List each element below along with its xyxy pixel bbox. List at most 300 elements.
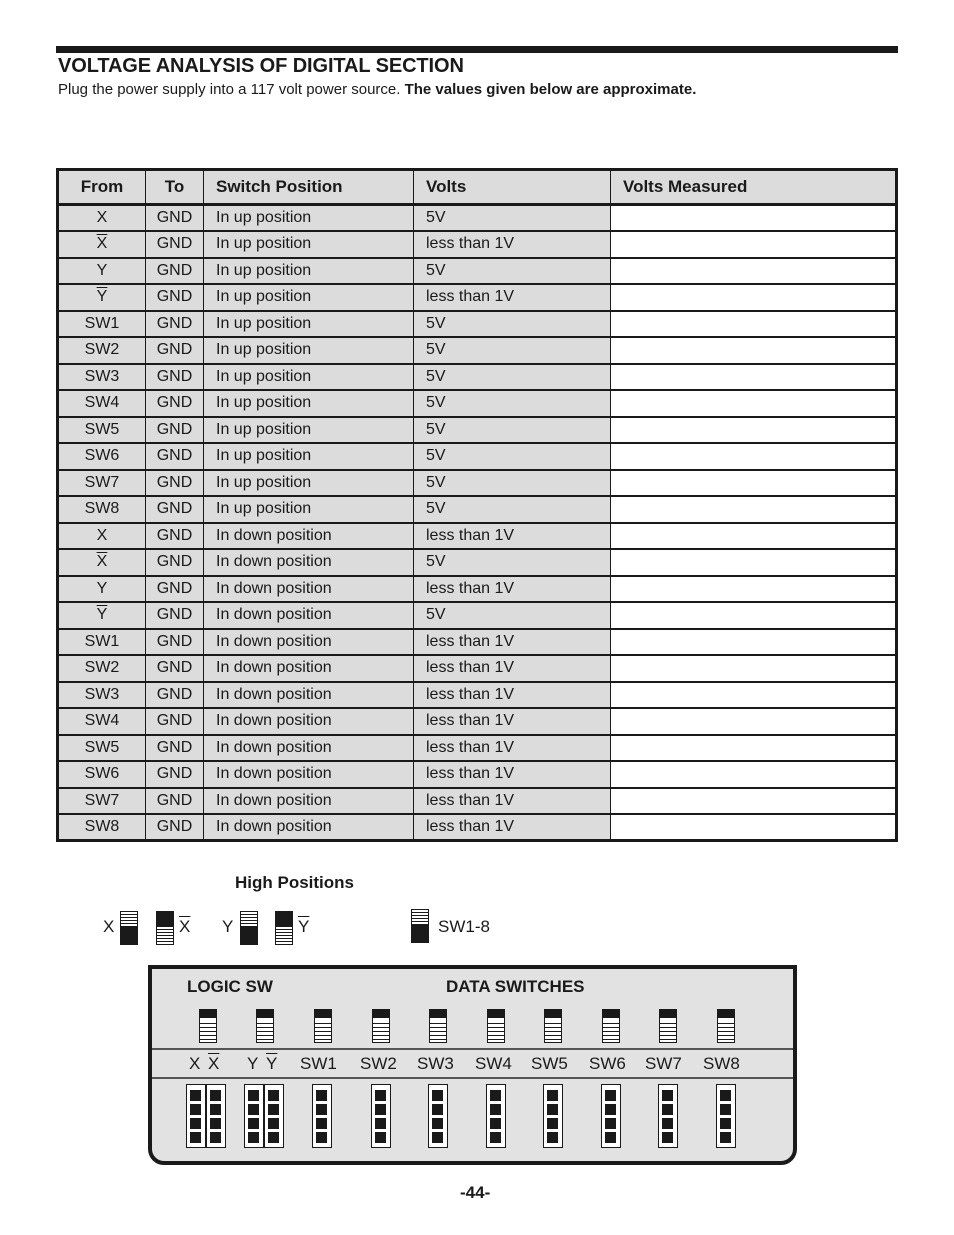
panel-switch-icon[interactable] (429, 1009, 447, 1043)
cell-to-text: GND (156, 712, 193, 730)
table-row (58, 523, 897, 550)
panel-switch-label: SW7 (645, 1054, 682, 1073)
cell-from-text: SW4 (84, 712, 120, 730)
cell-switch-position (204, 814, 414, 841)
legend-switch-x-icon (120, 911, 138, 945)
cell-switch-position-text: In down position (216, 765, 332, 783)
cell-switch-position-text: In down position (216, 818, 332, 835)
cell-volts-measured[interactable] (611, 284, 897, 311)
cell-to-text: GND (156, 420, 193, 438)
subtitle-text: Plug the power supply into a 117 volt power source. (58, 81, 401, 98)
cell-volts-measured[interactable] (611, 443, 897, 470)
cell-volts-measured[interactable] (611, 576, 897, 603)
legend-y-label: Y (222, 917, 234, 936)
panel-switch-icon[interactable] (256, 1009, 274, 1043)
cell-volts-measured[interactable] (611, 814, 897, 841)
table-row (58, 761, 897, 788)
panel-switch-label: $\overline{Y}$ (266, 1054, 278, 1073)
table-row (58, 364, 897, 391)
connector-block-icon (658, 1084, 678, 1148)
table-header-row (58, 170, 897, 205)
panel-switch-label: SW6 (589, 1054, 626, 1073)
cell-to-text: GND (156, 261, 193, 279)
table-row (58, 655, 897, 682)
cell-switch-position-text: In up position (216, 235, 312, 253)
cell-volts-text: less than 1V (426, 685, 515, 703)
cell-from-text: X (96, 526, 108, 544)
cell-switch-position-text: In down position (216, 685, 332, 703)
legend-y-bar-label: $\overline{Y}$ (298, 917, 310, 936)
table-row (58, 470, 897, 497)
cell-volts-text: less than 1V (426, 818, 515, 835)
cell-volts (414, 788, 611, 815)
cell-volts-text: less than 1V (426, 288, 515, 306)
cell-to-text: GND (156, 579, 193, 597)
cell-volts-measured[interactable] (611, 708, 897, 735)
cell-switch-position-text: In up position (216, 367, 312, 385)
legend-sw-label: SW1-8 (438, 917, 490, 936)
cell-from (58, 549, 146, 576)
data-switches-label: DATA SWITCHES (446, 977, 585, 996)
cell-from (58, 470, 146, 497)
cell-switch-position (204, 735, 414, 762)
table-row (58, 443, 897, 470)
cell-volts (414, 311, 611, 338)
cell-from (58, 417, 146, 444)
cell-volts (414, 496, 611, 523)
panel-switch-icon[interactable] (372, 1009, 390, 1043)
switch-panel (148, 965, 797, 1165)
cell-from (58, 788, 146, 815)
table-row (58, 337, 897, 364)
table-row (58, 708, 897, 735)
cell-switch-position (204, 602, 414, 629)
cell-switch-position (204, 417, 414, 444)
cell-to (146, 708, 204, 735)
logic-sw-label: LOGIC SW (187, 977, 273, 996)
cell-switch-position (204, 470, 414, 497)
cell-from-text: $\overline{X}$ (96, 553, 108, 571)
cell-volts-measured[interactable] (611, 629, 897, 656)
table-row (58, 311, 897, 338)
table-row (58, 576, 897, 603)
cell-to (146, 655, 204, 682)
cell-switch-position-text: In down position (216, 712, 332, 730)
cell-volts (414, 364, 611, 391)
cell-volts-measured[interactable] (611, 682, 897, 709)
table-row (58, 205, 897, 232)
panel-switch-label: SW3 (417, 1054, 454, 1073)
cell-from-text: SW6 (84, 447, 120, 465)
cell-volts-text: less than 1V (426, 526, 515, 544)
cell-to (146, 231, 204, 258)
panel-switch-icon[interactable] (602, 1009, 620, 1043)
cell-volts-text: less than 1V (426, 235, 515, 253)
cell-from-text: SW7 (84, 791, 120, 809)
cell-switch-position (204, 549, 414, 576)
table-row (58, 629, 897, 656)
cell-volts (414, 523, 611, 550)
cell-to (146, 682, 204, 709)
cell-switch-position-text: In up position (216, 314, 312, 332)
connector-block-icon (486, 1084, 506, 1148)
cell-volts-text: less than 1V (426, 791, 515, 809)
cell-from-text: SW3 (84, 367, 120, 385)
cell-to (146, 258, 204, 285)
cell-switch-position (204, 205, 414, 232)
cell-volts-text: 5V (426, 606, 446, 624)
table-row (58, 682, 897, 709)
cell-volts (414, 231, 611, 258)
connector-block-icon (371, 1084, 391, 1148)
cell-to (146, 390, 204, 417)
cell-from (58, 682, 146, 709)
cell-from (58, 231, 146, 258)
cell-from (58, 629, 146, 656)
cell-to (146, 496, 204, 523)
cell-volts-measured[interactable] (611, 496, 897, 523)
cell-switch-position-text: In down position (216, 738, 332, 756)
cell-from (58, 761, 146, 788)
cell-to (146, 284, 204, 311)
panel-switch-label: X (189, 1054, 201, 1073)
cell-from-text: $\overline{Y}$ (96, 606, 108, 624)
cell-from (58, 523, 146, 550)
cell-to-text: GND (156, 235, 193, 253)
cell-from-text: SW2 (84, 341, 120, 359)
legend-switch-sw-icon (411, 909, 429, 943)
cell-switch-position-text: In down position (216, 606, 332, 624)
panel-divider-top (152, 1048, 793, 1050)
cell-volts-measured[interactable] (611, 523, 897, 550)
subtitle-bold-text: The values given below are approximate. (404, 81, 697, 98)
cell-from-text: $\overline{X}$ (96, 235, 108, 253)
cell-from-text: SW8 (84, 500, 120, 518)
cell-switch-position-text: In down position (216, 526, 332, 544)
cell-volts-measured[interactable] (611, 205, 897, 232)
cell-from-text: Y (96, 579, 108, 597)
cell-volts-measured[interactable] (611, 417, 897, 444)
cell-switch-position (204, 284, 414, 311)
cell-to (146, 443, 204, 470)
cell-from (58, 390, 146, 417)
cell-volts (414, 761, 611, 788)
cell-volts (414, 443, 611, 470)
header-volts-measured: Volts Measured (611, 170, 897, 205)
cell-from (58, 443, 146, 470)
cell-from-text: SW4 (84, 394, 120, 412)
cell-switch-position (204, 682, 414, 709)
cell-volts-text: 5V (426, 420, 446, 438)
cell-switch-position (204, 390, 414, 417)
cell-switch-position-text: In up position (216, 473, 312, 491)
cell-from (58, 337, 146, 364)
cell-volts (414, 629, 611, 656)
page-subtitle (58, 81, 696, 98)
cell-volts (414, 337, 611, 364)
panel-divider-bottom (152, 1077, 793, 1079)
panel-switch-label: SW4 (475, 1054, 512, 1073)
cell-switch-position-text: In up position (216, 394, 312, 412)
cell-to-text: GND (156, 606, 193, 624)
cell-to (146, 735, 204, 762)
table-row (58, 788, 897, 815)
cell-to (146, 814, 204, 841)
cell-volts (414, 390, 611, 417)
cell-volts-measured[interactable] (611, 470, 897, 497)
cell-to-text: GND (156, 659, 193, 677)
high-positions-label: High Positions (235, 873, 354, 892)
cell-to-text: GND (156, 765, 193, 783)
connector-block-icon (601, 1084, 621, 1148)
table-row (58, 602, 897, 629)
table-row (58, 735, 897, 762)
cell-from-text: $\overline{Y}$ (96, 288, 108, 306)
connector-block-icon (312, 1084, 332, 1148)
panel-switch-icon[interactable] (544, 1009, 562, 1043)
cell-to (146, 205, 204, 232)
top-rule (56, 46, 898, 53)
cell-from (58, 655, 146, 682)
cell-switch-position (204, 576, 414, 603)
cell-switch-position (204, 311, 414, 338)
cell-switch-position-text: In up position (216, 261, 312, 279)
cell-to-text: GND (156, 314, 193, 332)
cell-switch-position-text: In down position (216, 659, 332, 677)
cell-switch-position (204, 496, 414, 523)
cell-to-text: GND (156, 500, 193, 518)
cell-volts-text: less than 1V (426, 712, 515, 730)
cell-volts-measured[interactable] (611, 602, 897, 629)
cell-volts-measured[interactable] (611, 735, 897, 762)
cell-switch-position (204, 708, 414, 735)
table-row (58, 258, 897, 285)
cell-volts (414, 258, 611, 285)
cell-from-text: SW1 (84, 632, 120, 650)
cell-switch-position-text: In up position (216, 420, 312, 438)
cell-from (58, 258, 146, 285)
cell-volts (414, 284, 611, 311)
connector-block-icon (186, 1084, 226, 1148)
cell-switch-position-text: In up position (216, 209, 312, 226)
cell-volts-measured[interactable] (611, 364, 897, 391)
cell-volts-text: 5V (426, 500, 446, 518)
cell-volts-measured[interactable] (611, 761, 897, 788)
connector-block-icon (543, 1084, 563, 1148)
cell-switch-position (204, 761, 414, 788)
cell-volts-text: 5V (426, 553, 446, 571)
cell-to (146, 337, 204, 364)
panel-switch-icon[interactable] (659, 1009, 677, 1043)
cell-from-text: SW5 (84, 738, 120, 756)
legend-x-label: X (103, 917, 115, 936)
cell-to-text: GND (156, 818, 193, 835)
cell-volts (414, 655, 611, 682)
cell-volts (414, 470, 611, 497)
cell-volts-text: less than 1V (426, 579, 515, 597)
panel-switch-label: SW5 (531, 1054, 568, 1073)
cell-from (58, 311, 146, 338)
cell-volts (414, 417, 611, 444)
cell-volts-text: 5V (426, 447, 446, 465)
legend-switch-y-icon (240, 911, 258, 945)
legend-switch-x-bar-icon (156, 911, 174, 945)
cell-from-text: SW2 (84, 659, 120, 677)
cell-to-text: GND (156, 526, 193, 544)
panel-switch-label: SW2 (360, 1054, 397, 1073)
cell-from-text: SW6 (84, 765, 120, 783)
cell-to-text: GND (156, 394, 193, 412)
cell-volts-measured[interactable] (611, 231, 897, 258)
cell-switch-position (204, 258, 414, 285)
legend-x-bar-label: $\overline{X}$ (179, 917, 191, 936)
cell-switch-position (204, 523, 414, 550)
cell-switch-position-text: In down position (216, 791, 332, 809)
cell-to-text: GND (156, 738, 193, 756)
cell-to (146, 576, 204, 603)
cell-to (146, 629, 204, 656)
cell-to-text: GND (156, 553, 193, 571)
cell-from-text: SW5 (84, 420, 120, 438)
cell-volts (414, 735, 611, 762)
cell-to (146, 364, 204, 391)
connector-block-icon (244, 1084, 284, 1148)
cell-to-text: GND (156, 447, 193, 465)
cell-to-text: GND (156, 791, 193, 809)
cell-volts-text: less than 1V (426, 632, 515, 650)
cell-to (146, 311, 204, 338)
cell-switch-position-text: In up position (216, 288, 312, 306)
cell-switch-position (204, 788, 414, 815)
cell-from (58, 814, 146, 841)
cell-switch-position (204, 337, 414, 364)
cell-switch-position-text: In down position (216, 632, 332, 650)
cell-switch-position-text: In up position (216, 447, 312, 465)
cell-volts-text: less than 1V (426, 659, 515, 677)
cell-to-text: GND (156, 341, 193, 359)
panel-switch-label: SW8 (703, 1054, 740, 1073)
table-row (58, 549, 897, 576)
cell-from-text: Y (96, 261, 108, 279)
cell-to-text: GND (156, 288, 193, 306)
panel-switch-label: Y (247, 1054, 259, 1073)
cell-volts-text: 5V (426, 367, 446, 385)
cell-switch-position-text: In down position (216, 579, 332, 597)
cell-switch-position (204, 655, 414, 682)
voltage-table (56, 168, 898, 842)
cell-volts (414, 205, 611, 232)
cell-switch-position-text: In down position (216, 553, 332, 571)
cell-from-text: SW3 (84, 685, 120, 703)
cell-from (58, 735, 146, 762)
cell-from-text: X (96, 209, 108, 226)
cell-volts (414, 708, 611, 735)
connector-block-icon (428, 1084, 448, 1148)
cell-volts-text: 5V (426, 314, 446, 332)
cell-from-text: SW8 (84, 818, 120, 835)
cell-volts-text: 5V (426, 473, 446, 491)
cell-volts-text: 5V (426, 209, 446, 226)
cell-to-text: GND (156, 367, 193, 385)
cell-to-text: GND (156, 473, 193, 491)
cell-volts (414, 602, 611, 629)
cell-volts (414, 549, 611, 576)
table-row (58, 814, 897, 841)
cell-to (146, 523, 204, 550)
table-row (58, 496, 897, 523)
cell-to (146, 602, 204, 629)
cell-from (58, 364, 146, 391)
panel-switch-icon[interactable] (717, 1009, 735, 1043)
cell-volts (414, 576, 611, 603)
cell-volts-measured[interactable] (611, 788, 897, 815)
cell-to-text: GND (156, 209, 193, 226)
cell-from-text: SW1 (84, 314, 120, 332)
panel-switch-icon[interactable] (487, 1009, 505, 1043)
table-row (58, 417, 897, 444)
cell-volts-text: less than 1V (426, 738, 515, 756)
header-volts: Volts (414, 170, 611, 205)
cell-volts (414, 814, 611, 841)
cell-volts-measured[interactable] (611, 655, 897, 682)
cell-from (58, 496, 146, 523)
header-from: From (58, 170, 146, 205)
cell-switch-position-text: In up position (216, 341, 312, 359)
cell-volts-text: 5V (426, 394, 446, 412)
table-row (58, 284, 897, 311)
cell-from (58, 708, 146, 735)
cell-to (146, 417, 204, 444)
cell-switch-position (204, 231, 414, 258)
cell-volts-text: 5V (426, 341, 446, 359)
header-switch-position: Switch Position (204, 170, 414, 205)
cell-to (146, 470, 204, 497)
panel-switch-label: $\overline{X}$ (208, 1054, 220, 1073)
cell-volts (414, 682, 611, 709)
cell-to-text: GND (156, 685, 193, 703)
cell-from (58, 284, 146, 311)
cell-to (146, 549, 204, 576)
cell-volts-measured[interactable] (611, 549, 897, 576)
header-to: To (146, 170, 204, 205)
cell-volts-measured[interactable] (611, 258, 897, 285)
page-number: -44- (460, 1183, 491, 1202)
table-row (58, 390, 897, 417)
cell-from-text: SW7 (84, 473, 120, 491)
cell-switch-position (204, 364, 414, 391)
cell-switch-position (204, 443, 414, 470)
cell-volts-text: less than 1V (426, 765, 515, 783)
cell-to (146, 788, 204, 815)
cell-to-text: GND (156, 632, 193, 650)
cell-volts-text: 5V (426, 261, 446, 279)
table-row (58, 231, 897, 258)
cell-from (58, 205, 146, 232)
cell-volts-measured[interactable] (611, 390, 897, 417)
connector-block-icon (716, 1084, 736, 1148)
legend-switch-y-bar-icon (275, 911, 293, 945)
cell-from (58, 602, 146, 629)
panel-switch-icon[interactable] (314, 1009, 332, 1043)
cell-from (58, 576, 146, 603)
cell-to (146, 761, 204, 788)
page-title: VOLTAGE ANALYSIS OF DIGITAL SECTION (58, 55, 464, 77)
cell-volts-measured[interactable] (611, 311, 897, 338)
panel-switch-icon[interactable] (199, 1009, 217, 1043)
cell-switch-position-text: In up position (216, 500, 312, 518)
panel-switch-label: SW1 (300, 1054, 337, 1073)
cell-volts-measured[interactable] (611, 337, 897, 364)
